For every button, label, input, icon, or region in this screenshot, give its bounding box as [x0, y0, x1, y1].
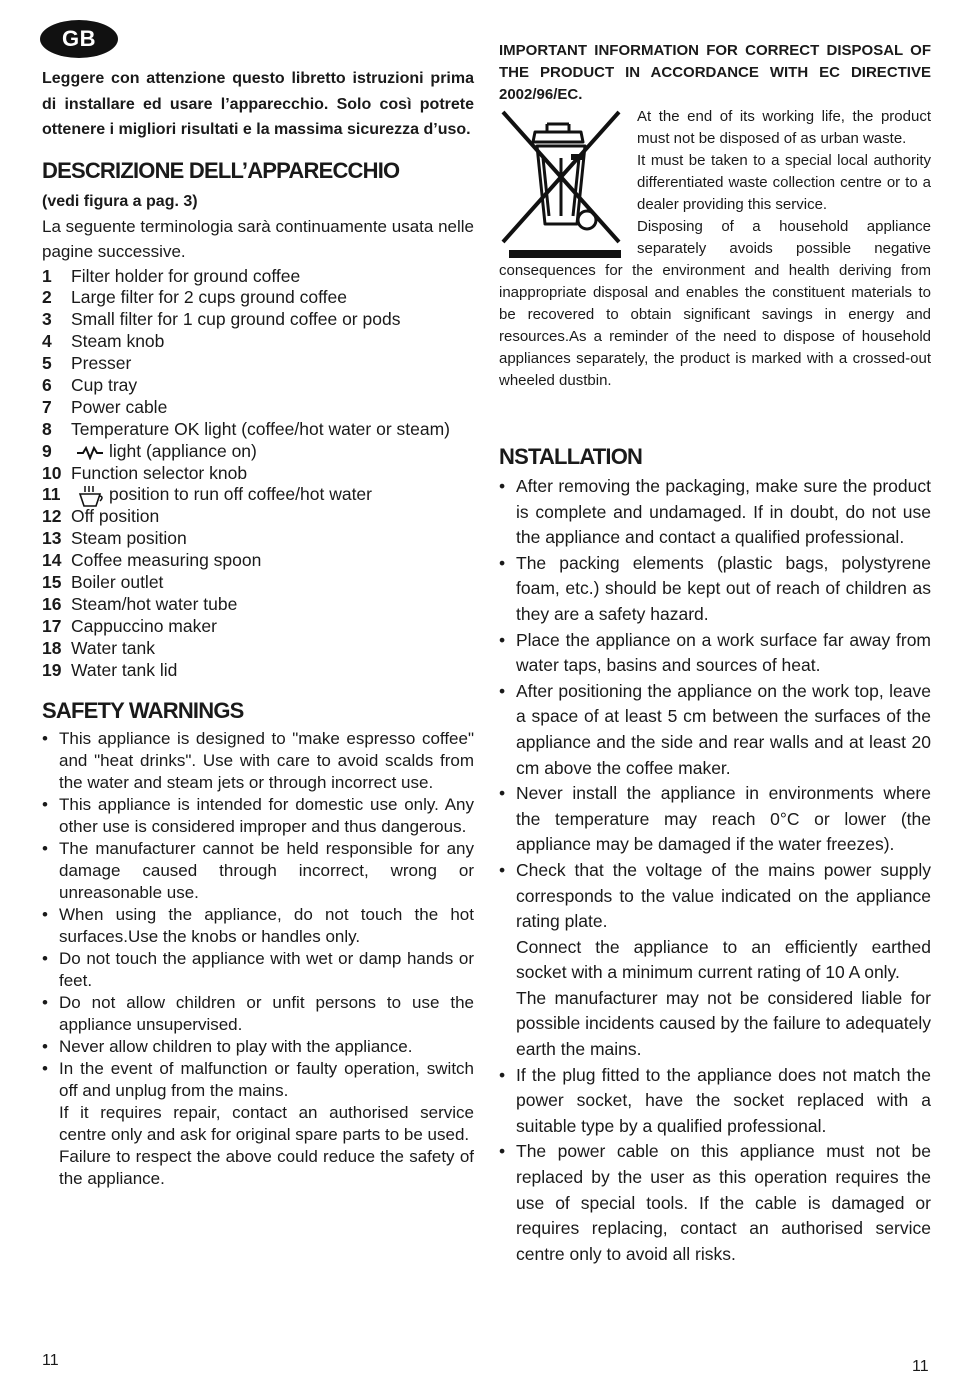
- part-number: 19: [42, 659, 62, 680]
- list-item: [42, 794, 474, 838]
- list-item-text: Place the appliance on a work surface far away from water taps, basins and sources of heat.: [516, 629, 931, 676]
- list-item-text: In the event of malfunction or faulty operation, switch off and unplug from the mains.: [59, 1059, 474, 1101]
- part-label: Temperature OK light (coffee/hot water or steam): [71, 418, 451, 439]
- list-item-text: Do not touch the appliance with wet or damp hands or feet.: [59, 949, 474, 991]
- part-item: [42, 550, 474, 572]
- part-item: [42, 309, 474, 331]
- part-item: [42, 506, 474, 528]
- part-label: Power cable: [71, 396, 168, 417]
- description-heading: DESCRIZIONE DELL’APPARECCHIO: [42, 157, 400, 183]
- part-label: Function selector knob: [71, 462, 248, 483]
- list-item-text: When using the appliance, do not touch the hot surfaces.Use the knobs or handles only.: [59, 905, 474, 947]
- part-number: 4: [42, 331, 52, 352]
- list-item-text: If the plug fitted to the appliance does not match the power socket, have the socket replaced with a suitable type by a qualified professional.: [516, 1064, 931, 1136]
- coffee-cup-icon: [71, 485, 109, 507]
- part-item: [42, 266, 474, 288]
- part-number: 11: [42, 484, 61, 505]
- list-item-text: This appliance is designed to "make espresso coffee" and "heat drinks". Use with care to avoid scalds from the water and steam jets or through incorrect use.: [59, 729, 474, 793]
- part-label: Steam/hot water tube: [71, 593, 238, 614]
- list-item: [499, 551, 931, 628]
- part-label: Steam knob: [71, 331, 165, 352]
- list-item: [42, 838, 474, 904]
- part-item: [42, 419, 474, 441]
- list-item-text: Do not allow children or unfit persons to use the appliance unsupervised.: [59, 993, 474, 1035]
- safety-list: [42, 728, 474, 1190]
- list-item-subtext: Connect the appliance to an efficiently earthed socket with a minimum current rating of 10 A only.: [516, 936, 931, 983]
- list-item-text: The manufacturer cannot be held responsible for any damage caused through incorrect, wrong or unreasonable use.: [59, 839, 474, 903]
- part-item: [42, 616, 474, 638]
- part-item: [42, 287, 474, 309]
- part-label: Filter holder for ground coffee: [71, 265, 301, 286]
- part-number: 3: [42, 309, 52, 330]
- list-item: [499, 1139, 931, 1267]
- list-item: [499, 474, 931, 551]
- parts-list: [42, 266, 474, 682]
- list-item-text: Never install the appliance in environments where the temperature may reach 0°C or lower (the appliance may be damaged if the water freezes).: [516, 783, 931, 855]
- disposal-text-1: At the end of its working life, the product must not be disposed of as urban waste.: [637, 108, 931, 147]
- part-number: 18: [42, 637, 62, 658]
- part-number: 9: [42, 440, 52, 461]
- list-item: [499, 781, 931, 858]
- part-item: [42, 594, 474, 616]
- page-number-left: 11: [42, 1352, 59, 1369]
- list-item: [42, 1058, 474, 1190]
- part-number: 1: [42, 265, 52, 286]
- part-item: [42, 463, 474, 485]
- part-number: 6: [42, 374, 52, 395]
- part-number: 5: [42, 353, 52, 374]
- installation-heading: NSTALLATION: [499, 444, 643, 469]
- list-item: [42, 992, 474, 1036]
- disposal-heading: IMPORTANT INFORMATION FOR CORRECT DISPOSAL OF THE PRODUCT IN ACCORDANCE WITH EC DIRECTIVE 2002/96/EC.: [499, 42, 931, 103]
- list-item-text: This appliance is intended for domestic use only. Any other use is considered improper and thus dangerous.: [59, 795, 474, 837]
- list-item: [499, 628, 931, 679]
- part-label: Water tank lid: [71, 659, 178, 680]
- safety-heading: SAFETY WARNINGS: [42, 698, 244, 724]
- list-item-subtext: The manufacturer may not be considered liable for possible incidents caused by the failure to adequately earth the mains.: [516, 987, 931, 1060]
- part-number: 13: [42, 528, 62, 549]
- part-label: Cup tray: [71, 374, 138, 395]
- language-badge: GB: [40, 20, 118, 58]
- list-item-text: The power cable on this appliance must not be replaced by the user as this operation requires the use of special tools. If the cable is damaged or requires replacing, contact an authorised service centre only to avoid all risks.: [516, 1141, 931, 1264]
- part-number: 12: [42, 506, 62, 527]
- part-label: Coffee measuring spoon: [71, 550, 262, 571]
- part-label: light (appliance on): [109, 440, 257, 461]
- part-item: [42, 375, 474, 397]
- heating-icon: [71, 442, 109, 464]
- part-number: 14: [42, 550, 62, 571]
- part-number: 17: [42, 615, 62, 636]
- list-item-text: Check that the voltage of the mains power supply corresponds to the value indicated on the appliance rating plate.: [516, 859, 931, 932]
- part-label: Off position: [71, 506, 160, 527]
- part-item: [42, 528, 474, 550]
- list-item-text: After positioning the appliance on the work top, leave a space of at least 5 cm between the surfaces of the appliance and the side and rear walls and at least 20 cm above the coffee maker.: [516, 680, 931, 778]
- list-item: [42, 1036, 474, 1058]
- part-label: Small filter for 1 cup ground coffee or pods: [71, 309, 401, 330]
- description-lead: La seguente terminologia sarà continuamente usata nelle pagine successive.: [42, 216, 474, 261]
- page-number-right: 11: [912, 1358, 929, 1375]
- part-number: 10: [42, 462, 62, 483]
- part-item: [42, 484, 474, 506]
- part-label: position to run off coffee/hot water: [109, 484, 372, 505]
- left-column: [42, 66, 474, 1190]
- list-item-subtext: Failure to respect the above could reduce the safety of the appliance.: [59, 1147, 474, 1189]
- part-label: Cappuccino maker: [71, 615, 217, 636]
- crossed-bin-icon: [499, 108, 623, 258]
- part-number: 7: [42, 396, 52, 417]
- part-number: 8: [42, 418, 52, 439]
- list-item-subtext: If it requires repair, contact an authorised service centre only and ask for original spare parts to be used.: [59, 1103, 474, 1145]
- right-column: [499, 40, 931, 1267]
- part-item: [42, 441, 474, 463]
- part-item: [42, 638, 474, 660]
- description-subtitle: (vedi figura a pag. 3): [42, 192, 198, 210]
- list-item-text: After removing the packaging, make sure the product is complete and undamaged. If in doubt, do not use the appliance and contact a qualified professional.: [516, 476, 931, 548]
- part-item: [42, 397, 474, 419]
- part-label: Boiler outlet: [71, 571, 164, 592]
- part-label: Water tank: [71, 637, 155, 658]
- part-number: 2: [42, 287, 52, 308]
- list-item-text: The packing elements (plastic bags, polystyrene foam, etc.) should be kept out of reach of children as they are a safety hazard.: [516, 552, 931, 624]
- part-label: Steam position: [71, 528, 187, 549]
- part-item: [42, 660, 474, 682]
- disposal-text-3: Disposing of a household appliance separately avoids possible negative consequences for the environment and health deriving from inappropriate disposal and enables the constituent materials to be recovered to obtain significant savings in energy and resources.As a reminder of the need to dispose of household appliances separately, the product is marked with a crossed-out wheeled dustbin.: [499, 218, 931, 389]
- list-item: [499, 1063, 931, 1140]
- part-label: Large filter for 2 cups ground coffee: [71, 287, 347, 308]
- disposal-text-2: It must be taken to a special local authority differentiated waste collection centre or to a dealer providing this service.: [637, 152, 931, 213]
- list-item: [499, 858, 931, 1063]
- list-item: [42, 948, 474, 992]
- part-label: Presser: [71, 353, 132, 374]
- part-item: [42, 331, 474, 353]
- list-item: [42, 904, 474, 948]
- list-item-text: Never allow children to play with the appliance.: [59, 1037, 413, 1057]
- part-number: 15: [42, 571, 62, 592]
- list-item: [42, 728, 474, 794]
- installation-list: [499, 474, 931, 1267]
- part-item: [42, 572, 474, 594]
- intro-text: Leggere con attenzione questo libretto istruzioni prima di installare ed usare l’apparecchio. Solo così potrete ottenere i migliori risultati e la massima sicurezza d’uso.: [42, 70, 474, 138]
- list-item: [499, 679, 931, 781]
- part-item: [42, 353, 474, 375]
- part-number: 16: [42, 593, 62, 614]
